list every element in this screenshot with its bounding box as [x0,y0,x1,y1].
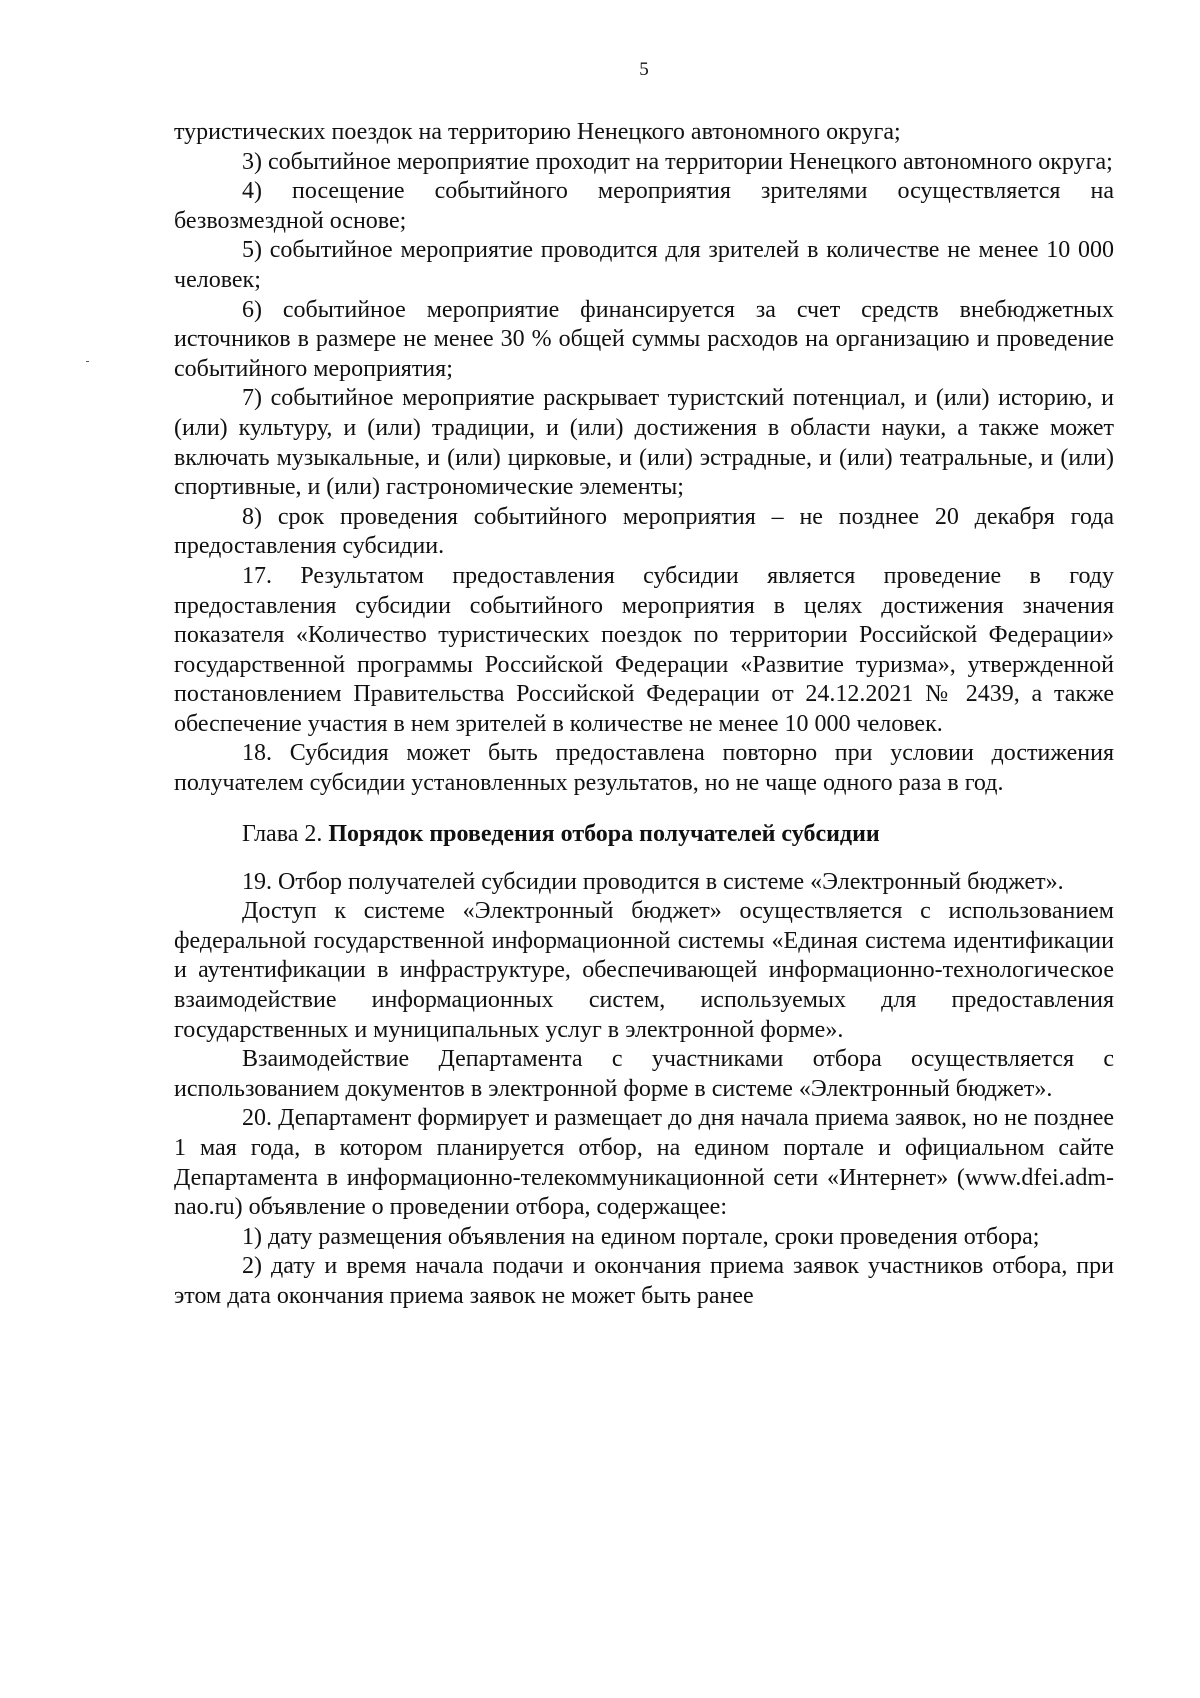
paragraph-item-8: 8) срок проведения событийного мероприятия – не позднее 20 декабря года предоставления субсидии. [174,503,1114,560]
paragraph-clause-17: 17. Результатом предоставления субсидии является проведение в году предоставления субсидии событийного мероприятия в целях достижения значения показателя «Количество туристических поездок по территории Российской Федерации» государственной программы Российской Федерации «Развитие туризма», утвержденной постановлением Правительства Российской Федерации от 24.12.2021 № 2439, а также обеспечение участия в нем зрителей в количестве не менее 10 000 человек. [174,562,1114,737]
paragraph-clause-20: 20. Департамент формирует и размещает до дня начала приема заявок, но не позднее 1 мая года, в котором планируется отбор, на едином портале и официальном сайте Департамента в информационно-телекоммуникационной сети «Интернет» (www.dfei.adm-nao.ru) объявление о проведении отбора, содержащее: [174,1105,1114,1221]
paragraph-item-5: 5) событийное мероприятие проводится для зрителей в количестве не менее 10 000 человек; [174,237,1114,293]
paragraph-item-6: 6) событийное мероприятие финансируется за счет средств внебюджетных источников в размере не менее 30 % общей суммы расходов на организацию и проведение событийного мероприятия; [174,296,1114,382]
paragraph-continuation: туристических поездок на территорию Ненецкого автономного округа; [174,119,901,145]
paragraph-clause-19: 19. Отбор получателей субсидии проводится в системе «Электронный бюджет». [242,868,1064,895]
document-body [174,118,1114,1312]
paragraph-item-4: 4) посещение событийного мероприятия зрителями осуществляется на безвозмездной основе; [174,178,1114,234]
chapter-heading-title: Порядок проведения отбора получателей субсидии [328,820,880,847]
paragraph-subitem-1: 1) дату размещения объявления на едином портале, сроки проведения отбора; [242,1223,1040,1250]
paragraph-access: Доступ к системе «Электронный бюджет» осуществляется с использованием федеральной государственной информационной системы «Единая система идентификации и аутентификации в инфраструктуре, обеспечивающей информационно-технологическое взаимодействие информационных систем, используемых для предоставления государственных и муниципальных услуг в электронной форме». [174,898,1114,1043]
paragraph-item-7: 7) событийное мероприятие раскрывает туристский потенциал, и (или) историю, и (или) культуру, и (или) традиции, и (или) достижения в области науки, а также может включать музыкальные, и (или) цирковые, и (или) эстрадные, и (или) театральные, и (или) спортивные, и (или) гастрономические элементы; [174,385,1114,501]
paragraph-subitem-2: 2) дату и время начала подачи и окончания приема заявок участников отбора, при этом дата окончания приема заявок не может быть ранее [174,1253,1114,1309]
chapter-heading-prefix: Глава 2. [242,820,323,847]
page-number: 5 [639,59,649,80]
paragraph-item-3: 3) событийное мероприятие проходит на территории Ненецкого автономного округа; [242,148,1113,175]
paragraph-interaction: Взаимодействие Департамента с участниками отбора осуществляется с использованием документов в электронной форме в системе «Электронный бюджет». [174,1046,1114,1102]
paragraph-clause-18: 18. Субсидия может быть предоставлена повторно при условии достижения получателем субсидии установленных результатов, но не чаще одного раза в год. [174,740,1114,797]
chapter-heading [174,819,1114,849]
scan-margin-mark [86,361,89,362]
